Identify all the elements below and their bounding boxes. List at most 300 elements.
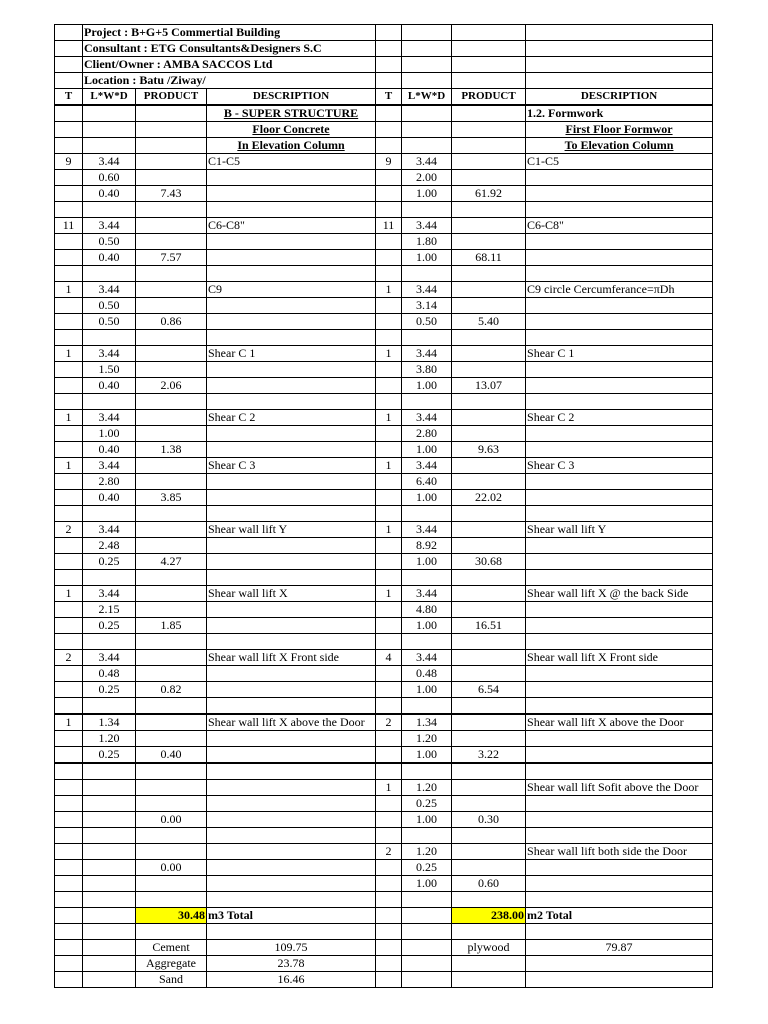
- cell-description-right: [526, 474, 713, 490]
- cell-lwd-left: 1.34: [83, 714, 136, 731]
- empty-cell: [83, 940, 136, 956]
- cell-description-left: [207, 747, 376, 764]
- cell-product-left: 4.27: [136, 554, 207, 570]
- cell-product-right: 3.22: [452, 747, 526, 764]
- cell-product-left: [136, 538, 207, 554]
- cell-description-right: Shear C 2: [526, 410, 713, 426]
- cell-product-right: [452, 844, 526, 860]
- material-name-right: [452, 956, 526, 972]
- cell-lwd-left: 0.50: [83, 234, 136, 250]
- cell-lwd-right: [402, 202, 452, 218]
- cell-description-left: [207, 876, 376, 892]
- cell-product-left: [136, 426, 207, 442]
- table-row: [55, 698, 713, 715]
- material-quantity: 16.46: [207, 972, 376, 988]
- cell-t-right: [376, 266, 402, 282]
- cell-t-left: [55, 844, 83, 860]
- cell-lwd-right: 3.14: [402, 298, 452, 314]
- cell-product-right: [452, 154, 526, 170]
- cell-product-left: [136, 266, 207, 282]
- cell-t-right: [376, 538, 402, 554]
- cell-product-right: [452, 860, 526, 876]
- cell-product-left: 2.06: [136, 378, 207, 394]
- cell-description-left: [207, 362, 376, 378]
- cell-lwd-left: [83, 763, 136, 780]
- cell-description-right: [526, 796, 713, 812]
- cell-lwd-left: 0.60: [83, 170, 136, 186]
- cell-lwd-right: 3.44: [402, 346, 452, 362]
- cell-description-left: [207, 634, 376, 650]
- cell-lwd-left: 0.50: [83, 314, 136, 330]
- cell-lwd-left: 2.48: [83, 538, 136, 554]
- cell-t-left: [55, 812, 83, 828]
- cell-t-right: [376, 876, 402, 892]
- cell-t-right: [376, 394, 402, 410]
- cell-lwd-right: 3.44: [402, 586, 452, 602]
- cell-lwd-right: 1.00: [402, 876, 452, 892]
- cell-lwd-right: 3.44: [402, 650, 452, 666]
- empty-cell: [402, 908, 452, 924]
- cell-product-right: [452, 780, 526, 796]
- cell-product-left: 7.43: [136, 186, 207, 202]
- cell-lwd-left: [83, 394, 136, 410]
- cell-product-right: [452, 796, 526, 812]
- material-quantity: 23.78: [207, 956, 376, 972]
- table-row: [55, 346, 713, 362]
- cell-description-right: [526, 394, 713, 410]
- cell-product-left: [136, 731, 207, 747]
- table-row: [55, 860, 713, 876]
- cell-product-right: [452, 218, 526, 234]
- cell-t-left: [55, 330, 83, 346]
- cell-description-right: [526, 442, 713, 458]
- cell-product-right: [452, 266, 526, 282]
- cell-t-left: [55, 298, 83, 314]
- empty-cell: [55, 924, 83, 940]
- cell-description-right: [526, 682, 713, 698]
- cell-lwd-right: 1.00: [402, 186, 452, 202]
- cell-product-right: [452, 602, 526, 618]
- cell-product-left: 0.86: [136, 314, 207, 330]
- cell-product-left: 7.57: [136, 250, 207, 266]
- cell-product-right: [452, 330, 526, 346]
- cell-product-right: [452, 763, 526, 780]
- cell-lwd-left: [83, 330, 136, 346]
- cell-product-left: [136, 780, 207, 796]
- cell-lwd-left: [83, 876, 136, 892]
- cell-lwd-left: [83, 828, 136, 844]
- cell-description-right: [526, 570, 713, 586]
- cell-t-left: [55, 538, 83, 554]
- cell-description-left: [207, 666, 376, 682]
- empty-cell: [452, 924, 526, 940]
- empty-cell: [402, 924, 452, 940]
- cell-description-left: [207, 682, 376, 698]
- table-row: [55, 586, 713, 602]
- cell-t-right: [376, 570, 402, 586]
- cell-description-right: [526, 554, 713, 570]
- cell-lwd-left: [83, 138, 136, 154]
- cell-product-left: [136, 218, 207, 234]
- cell-t-right: [376, 186, 402, 202]
- cell-lwd-left: [83, 892, 136, 908]
- cell-product-left: [136, 828, 207, 844]
- cell-lwd-left: [83, 860, 136, 876]
- table-row: [55, 490, 713, 506]
- cell-lwd-left: 0.40: [83, 378, 136, 394]
- cell-product-left: [136, 522, 207, 538]
- cell-t-left: [55, 698, 83, 715]
- cell-description-left: Shear C 2: [207, 410, 376, 426]
- cell-t-right: [376, 698, 402, 715]
- project-label: Project : B+G+5 Commertial Building: [83, 25, 376, 41]
- cell-description-right: Shear wall lift both side the Door: [526, 844, 713, 860]
- cell-product-left: [136, 458, 207, 474]
- header-description-right: DESCRIPTION: [526, 89, 713, 106]
- cell-product-left: [136, 570, 207, 586]
- cell-t-left: [55, 170, 83, 186]
- cell-t-right: [376, 378, 402, 394]
- cell-lwd-right: 1.00: [402, 250, 452, 266]
- cell-t-left: [55, 860, 83, 876]
- client-row: [55, 57, 713, 73]
- cell-t-left: [55, 618, 83, 634]
- empty-cell: [376, 940, 402, 956]
- cell-t-right: [376, 362, 402, 378]
- cell-t-left: [55, 362, 83, 378]
- cell-description-right: [526, 490, 713, 506]
- header-product-left: PRODUCT: [136, 89, 207, 106]
- cell-t-left: [55, 186, 83, 202]
- cell-t-right: [376, 747, 402, 764]
- table-row: [55, 330, 713, 346]
- cell-product-left: [136, 506, 207, 522]
- table-row: [55, 682, 713, 698]
- cell-t-right: [376, 554, 402, 570]
- cell-t-left: 1: [55, 410, 83, 426]
- table-row: [55, 763, 713, 780]
- cell-lwd-left: 0.25: [83, 682, 136, 698]
- header-lwd-right: L*W*D: [402, 89, 452, 106]
- cell-lwd-right: 3.80: [402, 362, 452, 378]
- cell-t-right: [376, 426, 402, 442]
- material-name-right: [452, 972, 526, 988]
- cell-description-right: [526, 266, 713, 282]
- cell-lwd-left: 3.44: [83, 458, 136, 474]
- cell-description-left: [207, 378, 376, 394]
- cell-product-right: [452, 828, 526, 844]
- cell-product-left: [136, 410, 207, 426]
- cell-product-right: [452, 698, 526, 715]
- cell-product-right: 0.30: [452, 812, 526, 828]
- cell-product-right: 30.68: [452, 554, 526, 570]
- cell-t-right: 9: [376, 154, 402, 170]
- cell-lwd-right: 4.80: [402, 602, 452, 618]
- cell-product-right: [452, 346, 526, 362]
- cell-description-left: [207, 602, 376, 618]
- cell-t-left: 1: [55, 346, 83, 362]
- cell-description-left: Floor Concrete: [207, 122, 376, 138]
- table-row: [55, 362, 713, 378]
- cell-description-right: [526, 234, 713, 250]
- cell-lwd-left: 3.44: [83, 650, 136, 666]
- cell-description-right: C1-C5: [526, 154, 713, 170]
- cell-lwd-right: [402, 330, 452, 346]
- cell-t-left: [55, 314, 83, 330]
- cell-description-left: [207, 234, 376, 250]
- header-t-left: T: [55, 89, 83, 106]
- cell-description-right: [526, 618, 713, 634]
- cell-t-right: 11: [376, 218, 402, 234]
- table-row: [55, 892, 713, 908]
- cell-t-left: [55, 266, 83, 282]
- material-row: [55, 972, 713, 988]
- cell-t-right: [376, 490, 402, 506]
- cell-description-right: [526, 892, 713, 908]
- cell-description-right: Shear C 1: [526, 346, 713, 362]
- empty-cell: [402, 940, 452, 956]
- table-row: [55, 266, 713, 282]
- cell-t-left: [55, 426, 83, 442]
- empty-cell: [83, 956, 136, 972]
- cell-lwd-right: 6.40: [402, 474, 452, 490]
- cell-lwd-right: 8.92: [402, 538, 452, 554]
- cell-description-left: Shear C 3: [207, 458, 376, 474]
- cell-description-right: [526, 202, 713, 218]
- empty-cell: [83, 924, 136, 940]
- cell-t-left: [55, 570, 83, 586]
- cell-lwd-right: 0.48: [402, 666, 452, 682]
- cell-t-right: 1: [376, 346, 402, 362]
- cell-description-left: [207, 844, 376, 860]
- cell-description-right: [526, 250, 713, 266]
- cell-t-left: [55, 122, 83, 138]
- cell-t-right: [376, 442, 402, 458]
- cell-description-right: [526, 812, 713, 828]
- cell-t-left: [55, 828, 83, 844]
- cell-description-left: [207, 828, 376, 844]
- cell-lwd-right: 1.00: [402, 378, 452, 394]
- empty-cell: [376, 972, 402, 988]
- empty-cell: [83, 972, 136, 988]
- cell-lwd-right: 1.20: [402, 731, 452, 747]
- cell-description-left: [207, 731, 376, 747]
- cell-lwd-left: 0.48: [83, 666, 136, 682]
- cell-lwd-left: 2.15: [83, 602, 136, 618]
- cell-t-right: 1: [376, 458, 402, 474]
- total-volume-label: m3 Total: [207, 908, 376, 924]
- cell-t-right: [376, 860, 402, 876]
- empty-cell: [55, 972, 83, 988]
- cell-t-right: [376, 602, 402, 618]
- cell-t-right: 1: [376, 282, 402, 298]
- column-header-row: [55, 89, 713, 106]
- cell-lwd-right: 3.44: [402, 218, 452, 234]
- cell-lwd-left: 3.44: [83, 410, 136, 426]
- cell-description-left: [207, 314, 376, 330]
- table-row: [55, 202, 713, 218]
- cell-product-left: [136, 666, 207, 682]
- cell-lwd-right: 2.00: [402, 170, 452, 186]
- cell-lwd-left: 0.50: [83, 298, 136, 314]
- cell-description-right: [526, 602, 713, 618]
- cell-t-right: [376, 682, 402, 698]
- table-row: [55, 538, 713, 554]
- cell-description-left: [207, 474, 376, 490]
- cell-description-left: [207, 186, 376, 202]
- total-area-value: 238.00: [452, 908, 526, 924]
- cell-product-left: [136, 698, 207, 715]
- cell-description-left: [207, 170, 376, 186]
- cell-description-left: [207, 570, 376, 586]
- cell-lwd-left: [83, 634, 136, 650]
- cell-description-right: [526, 330, 713, 346]
- material-name-right: plywood: [452, 940, 526, 956]
- empty-cell: [207, 924, 376, 940]
- cell-product-right: 16.51: [452, 618, 526, 634]
- cell-lwd-right: [402, 570, 452, 586]
- cell-product-right: [452, 538, 526, 554]
- cell-t-right: [376, 796, 402, 812]
- cell-t-left: [55, 234, 83, 250]
- empty-cell: [55, 940, 83, 956]
- consultant-label: Consultant : ETG Consultants&Designers S.C: [83, 41, 376, 57]
- cell-product-left: [136, 796, 207, 812]
- cell-product-left: [136, 105, 207, 122]
- cell-lwd-right: [402, 266, 452, 282]
- empty-cell: [402, 972, 452, 988]
- cell-description-left: [207, 698, 376, 715]
- cell-t-right: [376, 506, 402, 522]
- table-row: [55, 105, 713, 122]
- cell-lwd-right: 1.80: [402, 234, 452, 250]
- table-row: [55, 250, 713, 266]
- table-row: [55, 522, 713, 538]
- cell-product-right: [452, 506, 526, 522]
- cell-product-left: [136, 876, 207, 892]
- cell-lwd-right: 0.25: [402, 860, 452, 876]
- cell-product-left: [136, 234, 207, 250]
- cell-lwd-left: 0.25: [83, 554, 136, 570]
- cell-t-right: [376, 634, 402, 650]
- cell-product-right: [452, 394, 526, 410]
- cell-t-left: 1: [55, 586, 83, 602]
- total-volume-value: 30.48: [136, 908, 207, 924]
- empty-cell: [526, 924, 713, 940]
- cell-description-right: [526, 666, 713, 682]
- cell-product-right: [452, 634, 526, 650]
- table-row: [55, 314, 713, 330]
- cell-t-right: [376, 122, 402, 138]
- table-row: [55, 474, 713, 490]
- cell-t-left: [55, 490, 83, 506]
- cell-product-right: 9.63: [452, 442, 526, 458]
- cell-description-right: [526, 538, 713, 554]
- cell-lwd-left: [83, 506, 136, 522]
- cell-product-left: [136, 138, 207, 154]
- material-name: Aggregate: [136, 956, 207, 972]
- cell-lwd-left: [83, 202, 136, 218]
- cell-product-left: [136, 362, 207, 378]
- cell-t-right: [376, 170, 402, 186]
- cell-t-right: [376, 234, 402, 250]
- cell-t-left: [55, 682, 83, 698]
- cell-description-right: [526, 298, 713, 314]
- cell-product-left: [136, 650, 207, 666]
- material-row: [55, 940, 713, 956]
- cell-product-right: 22.02: [452, 490, 526, 506]
- cell-description-right: [526, 506, 713, 522]
- cell-description-right: [526, 763, 713, 780]
- table-row: [55, 828, 713, 844]
- cell-lwd-right: 1.00: [402, 618, 452, 634]
- table-row: [55, 378, 713, 394]
- empty-cell: [376, 908, 402, 924]
- cell-description-left: [207, 812, 376, 828]
- cell-t-right: [376, 731, 402, 747]
- cell-description-left: Shear C 1: [207, 346, 376, 362]
- total-area-label: m2 Total: [526, 908, 713, 924]
- cell-description-left: Shear wall lift X above the Door: [207, 714, 376, 731]
- cell-lwd-left: 3.44: [83, 522, 136, 538]
- project-row: [55, 25, 713, 41]
- cell-lwd-left: 0.25: [83, 618, 136, 634]
- cell-t-left: [55, 474, 83, 490]
- cell-description-left: [207, 394, 376, 410]
- cell-description-left: [207, 266, 376, 282]
- cell-t-right: [376, 812, 402, 828]
- cell-lwd-left: [83, 780, 136, 796]
- cell-product-right: 61.92: [452, 186, 526, 202]
- cell-lwd-right: 3.44: [402, 458, 452, 474]
- cell-t-right: 2: [376, 844, 402, 860]
- cell-lwd-right: 1.00: [402, 747, 452, 764]
- table-row: [55, 218, 713, 234]
- cell-lwd-left: 1.50: [83, 362, 136, 378]
- cell-t-left: 9: [55, 154, 83, 170]
- cell-lwd-right: 3.44: [402, 522, 452, 538]
- cell-product-right: [452, 298, 526, 314]
- cell-lwd-right: 3.44: [402, 410, 452, 426]
- cell-lwd-right: [402, 394, 452, 410]
- cell-lwd-right: 1.20: [402, 844, 452, 860]
- cell-description-left: [207, 426, 376, 442]
- cell-product-right: [452, 170, 526, 186]
- cell-description-left: C1-C5: [207, 154, 376, 170]
- cell-t-left: [55, 747, 83, 764]
- cell-lwd-left: [83, 266, 136, 282]
- cell-lwd-left: 1.00: [83, 426, 136, 442]
- cell-lwd-left: 2.80: [83, 474, 136, 490]
- table-row: [55, 234, 713, 250]
- table-row: [55, 634, 713, 650]
- cell-lwd-right: 1.20: [402, 780, 452, 796]
- cell-lwd-right: [402, 828, 452, 844]
- cell-t-left: [55, 876, 83, 892]
- table-row: [55, 154, 713, 170]
- cell-description-left: [207, 298, 376, 314]
- cell-description-right: [526, 426, 713, 442]
- cell-product-left: 0.00: [136, 860, 207, 876]
- cell-lwd-right: [402, 138, 452, 154]
- cell-lwd-left: 1.20: [83, 731, 136, 747]
- cell-t-left: 2: [55, 650, 83, 666]
- cell-description-left: [207, 780, 376, 796]
- cell-t-right: [376, 474, 402, 490]
- cell-t-left: [55, 554, 83, 570]
- cell-description-right: [526, 747, 713, 764]
- material-quantity-right: [526, 972, 713, 988]
